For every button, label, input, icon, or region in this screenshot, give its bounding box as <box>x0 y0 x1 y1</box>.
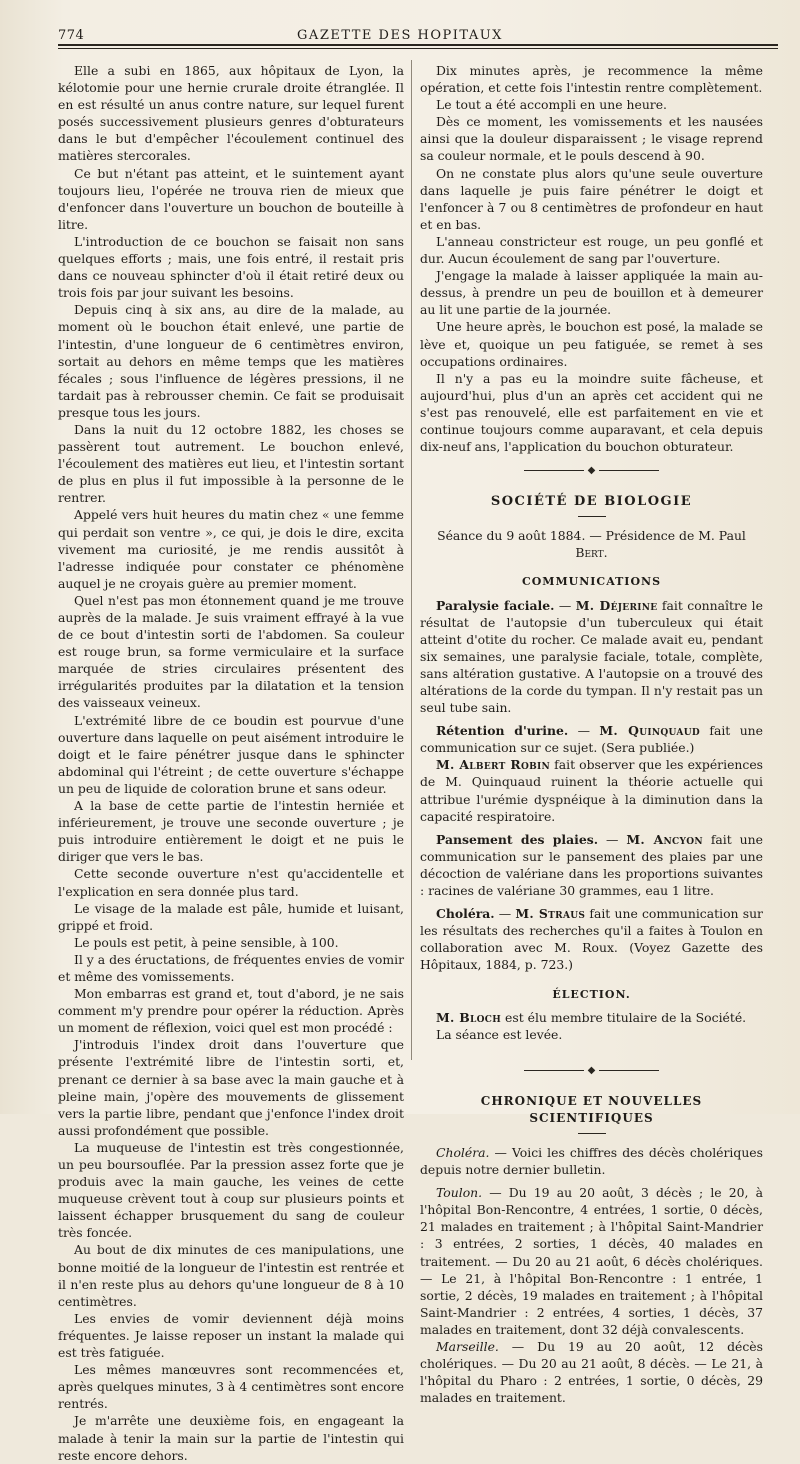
paragraph: J'introduis l'index droit dans l'ouverture que présente l'extrémité libre de l'intestin sorti, et, prenant ce dernier à sa base avec la main gauche et à pleine main, j'opère des mouvements de glissement vers la partie libre, pendant que j'enfonce l'index droit aussi profondément que possible. <box>58 1037 404 1138</box>
communication-author: M. Déjerine <box>575 597 658 613</box>
communication-text: fait une communication sur le pansement des plaies par une décoction de valériane dans les proportions suivantes : racines de valériane 30 grammes, eau 1 litre. <box>420 831 763 899</box>
meeting-line <box>420 527 763 561</box>
separator: — <box>554 597 576 613</box>
chronicle-label: Marseille. <box>436 1339 499 1354</box>
chronicle-text: — Du 19 au 20 août, 3 décès ; le 20, à l'hôpital Bon-Rencontre, 4 entrées, 1 sortie, 0 décès, 21 malades en traitement ; à l'hôpital Saint-Mandrier : 3 entrées, 2 sorties, 1 décès, 40 malades en traitement. — Du 20 au 21 août, 6 décès cholériques. — Le 21, à l'hôpital Bon-Rencontre : 1 entrée, 1 sortie, 2 décès, 19 malades en traitement ; à l'hôpital Saint-Mandrier : 2 entrées, 4 sorties, 1 décès, 37 malades en traitement, dont 32 déjà convalescents. <box>420 1185 763 1337</box>
paragraph: Ce but n'étant pas atteint, et le suintement ayant toujours lieu, l'opérée ne trouva rien de mieux que d'enfoncer dans l'ouverture un bouchon de bouteille à litre. <box>58 165 404 232</box>
header-rule-thin <box>58 48 778 49</box>
communication-lead: Choléra. <box>436 906 495 922</box>
paragraph: Les mêmes manœuvres sont recommencées et, après quelques minutes, 3 à 4 centimètres sont encore rentrés. <box>58 1362 404 1412</box>
short-rule <box>578 1133 606 1134</box>
communication-item <box>420 756 763 824</box>
meeting-suffix: . <box>603 545 608 561</box>
paragraph: La muqueuse de l'intestin est très congestionnée, un peu boursouflée. Par la pression assez forte que je produis avec la main gauche, les veines de cette muqueuse crèvent tout à coup sur plusieurs points et laissent échapper brusquement du sang de couleur très foncée. <box>58 1139 404 1241</box>
paragraph: Le tout a été accompli en une heure. <box>436 97 667 113</box>
chronicle-text: — Voici les chiffres des décès cholériques depuis notre dernier bulletin. <box>420 1144 763 1178</box>
short-rule <box>578 516 606 517</box>
separator: — <box>568 723 600 739</box>
paragraph: Mon embarras est grand et, tout d'abord, je ne sais comment m'y prendre pour opérer la réduction. Après un moment de réflexion, voici quel est mon procédé : <box>58 986 404 1036</box>
communication-text: fait observer que les expériences de M. Quinquaud ruinent la théorie actuelle qui attribue l'urémie dyspnéique à la diminution dans la capacité respiratoire. <box>420 757 764 824</box>
paragraph: Quel n'est pas mon étonnement quand je me trouve auprès de la malade. Je suis vraiment effrayé à la vue de ce bout d'intestin sorti de l'abdomen. Sa couleur est rouge brun, sa forme vermiculaire et la surface marquée de stries circulaires présentent des irrégularités produites par la dilatation et la tension des vaisseaux veineux. <box>58 592 404 711</box>
paragraph: L'introduction de ce bouchon se faisait non sans quelques efforts ; mais, une fois entré, il restait pris dans ce nouveau sphincter d'où il était retiré deux ou trois fois par jour suivant les besoins. <box>58 233 404 301</box>
section-separator: ◆ <box>420 1065 763 1077</box>
society-title: SOCIÉTÉ DE BIOLOGIE <box>490 494 693 510</box>
paragraph: Dix minutes après, je recommence la même opération, et cette fois l'intestin rentre complètement. <box>420 63 763 96</box>
chronicle-title: CHRONIQUE ET NOUVELLES SCIENTIFIQUES <box>480 1093 703 1125</box>
election-title: ÉLECTION. <box>552 987 631 1001</box>
paragraph: Appelé vers huit heures du matin chez « une femme qui perdait son ventre », ce qui, je dois le dire, excita vivement ma curiosité, je me rendis aussitôt à l'adresse indiquée pour constater ce phénomène auquel je ne croyais guère au premier moment. <box>58 507 404 591</box>
journal-title: GAZETTE DES HOPITAUX <box>297 28 503 43</box>
paragraph: Le visage de la malade est pâle, humide et luisant, grippé et froid. <box>58 900 404 933</box>
communication-author: M. Ancyon <box>626 831 703 847</box>
communication-item <box>420 722 763 756</box>
paragraph: L'anneau constricteur est rouge, un peu gonflé et dur. Aucun écoulement de sang par l'ouverture. <box>420 233 763 267</box>
communications-title: COMMUNICATIONS <box>521 575 662 589</box>
paragraph: Les envies de vomir deviennent déjà moins fréquentes. Je laisse reposer un instant la malade qui est très fatiguée. <box>58 1310 404 1361</box>
paragraph: Cette seconde ouverture n'est qu'accidentelle et l'explication en sera donnée plus tard. <box>58 866 404 899</box>
communication-author: M. Straus <box>515 906 586 922</box>
page-number: 774 <box>58 28 85 43</box>
paragraph: On ne constate plus alors qu'une seule ouverture dans laquelle je puis faire pénétrer le doigt et l'enfoncer à 7 ou 8 centimètres de profondeur en haut et en bas. <box>420 165 763 232</box>
left-column <box>58 62 404 1464</box>
communication-lead: Rétention d'urine. <box>436 723 569 739</box>
communication-text: fait une communication sur ce sujet. (Sera publiée.) <box>420 723 763 756</box>
communication-text: fait une communication sur les résultats des recherches qu'il a faites à Toulon en collaboration avec M. Roux. (Voyez Gazette des Hôpitaux, 1884, p. 723.) <box>420 906 763 973</box>
section-separator: ◆ <box>420 465 763 477</box>
communication-author: M. Albert Robin <box>436 757 551 773</box>
paragraph: Le pouls est petit, à peine sensible, à 100. <box>74 934 339 950</box>
separator: — <box>494 906 516 922</box>
paragraph: L'extrémité libre de ce boudin est pourvue d'une ouverture dans laquelle on peut aisément introduire le doigt et le faire pénétrer jusque dans le sphincter abdominal qui l'étreint ; de cette ouverture s'échappe un peu de liquide de coloration brune et sans odeur. <box>58 712 404 796</box>
paragraph: Au bout de dix minutes de ces manipulations, une bonne moitié de la longueur de l'intestin est rentrée et il n'en reste plus au dehors qu'une longueur de 8 à 10 centimètres. <box>58 1242 404 1309</box>
header-rule <box>58 44 778 46</box>
chronicle-label: Toulon. <box>436 1185 483 1201</box>
paragraph: J'engage la malade à laisser appliquée la main au-dessus, à prendre un peu de bouillon et à demeurer au lit une partie de la journée. <box>420 268 763 318</box>
communication-text: fait connaître le résultat de l'autopsie d'un tuberculeux qui était atteint d'otite du rocher. Ce malade avait eu, pendant six semaines, une paralysie faciale, totale, complète, sans altération gustative. A l'autopsie on a trouvé des altérations de la corde du tympan. Il n'y restait pas un seul tube sain. <box>420 597 763 716</box>
paragraph: Depuis cinq à six ans, au dire de la malade, au moment où le bouchon était enlevé, une partie de l'intestin, d'une longueur de 6 centimètres environ, sortait au dehors en même temps que les matières fécales ; sous l'influence de légères pressions, il ne tardait pas à rebrousser chemin. Ce fait se produisait presque tous les jours. <box>58 302 404 420</box>
meeting-prefix: Séance du 9 août 1884. — Présidence de M. Paul <box>437 528 746 544</box>
communication-author: M. Quinquaud <box>599 723 700 739</box>
communication-item <box>420 597 763 717</box>
paragraph: Dans la nuit du 12 octobre 1882, les choses se passèrent tout autrement. Le bouchon enlevé, l'écoulement des matières eut lieu, et l'intestin sortant de plus en plus il fut impossible à la personne de le rentrer. <box>58 421 404 506</box>
paragraph: Dès ce moment, les vomissements et les nausées ainsi que la douleur disparaissent ; le visage reprend sa couleur normale, et le pouls descend à 90. <box>420 114 763 164</box>
paragraph: Elle a subi en 1865, aux hôpitaux de Lyon, la kélotomie pour une hernie crurale droite étranglée. Il en est résulté un anus contre nature, sur lequel furent posés successivement plusieurs genres d'obturateurs dans le but d'empêcher l'écoulement continuel des matières stercorales. <box>58 63 404 164</box>
communication-item <box>420 831 763 899</box>
paragraph: A la base de cette partie de l'intestin herniée et inférieurement, je trouve une seconde ouverture ; je puis introduire entièrement le doigt et ne puis le diriger que vers le bas. <box>58 798 404 865</box>
column-divider <box>411 60 412 1060</box>
chronicle-toulon <box>420 1184 763 1338</box>
election-item <box>420 1009 763 1026</box>
election-author: M. Bloch <box>436 1009 502 1025</box>
paragraph: Je m'arrête une deuxième fois, en engageant la malade à tenir la main sur la partie de l'intestin qui reste encore dehors. <box>58 1413 404 1463</box>
communication-lead: Paralysie faciale. <box>436 597 555 613</box>
paragraph: Il y a des éructations, de fréquentes envies de vomir et même des vomissements. <box>58 951 404 984</box>
chronicle-marseille <box>420 1338 763 1406</box>
closing-line: La séance est levée. <box>436 1026 563 1042</box>
chronicle-text: — Du 19 au 20 août, 12 décès cholériques. — Du 20 au 21 août, 8 décès. — Le 21, à l'hôpital du Pharo : 2 entrées, 1 sortie, 0 décès, 29 malades en traitement. <box>420 1339 763 1406</box>
paragraph: Une heure après, le bouchon est posé, la malade se lève et, quoique un peu fatiguée, se remet à ses occupations ordinaires. <box>420 319 763 369</box>
election-text: est élu membre titulaire de la Société. <box>501 1009 747 1025</box>
right-column <box>420 62 763 1406</box>
running-head <box>0 22 800 44</box>
meeting-president: Bert <box>575 545 604 561</box>
chronicle-label: Choléra. <box>436 1144 490 1160</box>
separator: — <box>598 831 627 847</box>
communication-lead: Pansement des plaies. <box>436 831 599 847</box>
paragraph: Il n'y a pas eu la moindre suite fâcheuse, et aujourd'hui, plus d'un an après cet accident qui ne s'est pas renouvelé, elle est parfaitement en vie et continue toujours comme auparavant, et cela depuis dix-neuf ans, l'application du bouchon obturateur. <box>420 370 763 455</box>
chronicle-intro <box>420 1144 763 1178</box>
communication-item <box>420 905 763 973</box>
